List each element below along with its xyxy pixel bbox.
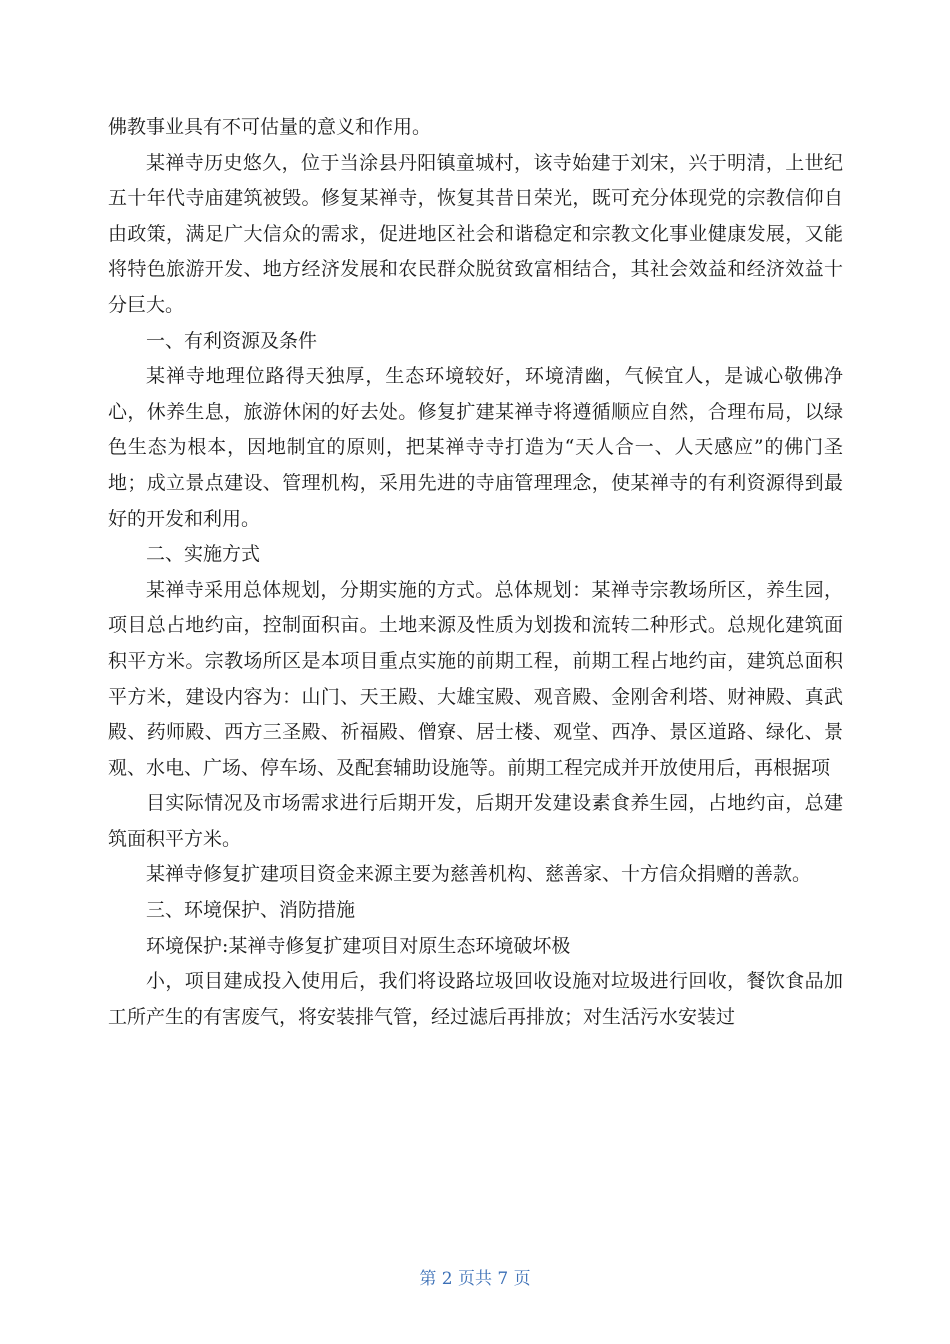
paragraph-8: 小，项目建成投入使用后，我们将设路垃圾回收设施对垃圾进行回收，餐饮食品加工所产生的有害废气，将安装排气管，经过滤后再排放；对生活污水安装过	[108, 970, 843, 1028]
paragraph-4: 某禅寺采用总体规划，分期实施的方式。总体规划：某禅寺宗教场所区，养生园，项目总占地约亩，控制面积亩。土地来源及性质为划拨和流转二种形式。总规化建筑面积平方米。宗教场所区是本项目重点实施的前期工程，前期工程占地约亩，建筑总面积平方米，建设内容为：山门、天王殿、大雄宝殿、观音殿、金刚舍利塔、财神殿、真武殿、药师殿、西方三圣殿、祈福殿、僧寮、居士楼、观堂、西净、景区道路、绿化、景观、水电、广场、停车场、及配套辅助设施等。前期工程完成并开放使用后，再根据项	[108, 578, 843, 779]
paragraph-6: 某禅寺修复扩建项目资金来源主要为慈善机构、慈善家、十方信众捐赠的善款。	[146, 863, 812, 886]
paragraph-5: 目实际情况及市场需求进行后期开发，后期开发建设素食养生园，占地约亩，总建筑面积平方米。	[108, 792, 843, 850]
paragraph-2: 某禅寺历史悠久，位于当涂县丹阳镇童城村，该寺始建于刘宋，兴于明清，上世纪五十年代寺庙建筑被毁。修复某禅寺，恢复其昔日荣光，既可充分体现党的宗教信仰自由政策，满足广大信众的需求，促进地区社会和谐稳定和宗教文化事业健康发展，又能将特色旅游开发、地方经济发展和农民群众脱贫致富相结合，其社会效益和经济效益十分巨大。	[108, 151, 843, 316]
page-number-footer: 第 2 页共 7 页	[419, 1269, 531, 1289]
section-heading-2: 二、实施方式	[146, 543, 261, 566]
paragraph-1: 佛教事业具有不可估量的意义和作用。	[108, 116, 432, 138]
paragraph-7: 环境保护:某禅寺修复扩建项目对原生态环境破坏极	[146, 934, 571, 957]
section-heading-3: 三、环境保护、消防措施	[146, 899, 356, 922]
paragraph-3: 某禅寺地理位路得天独厚，生态环境较好，环境清幽，气候宜人，是诚心敬佛净心，休养生息，旅游休闲的好去处。修复扩建某禅寺将遵循顺应自然，合理布局，以绿色生态为根本，因地制宜的原则，把某禅寺寺打造为“天人合一、人天感应”的佛门圣地；成立景点建设、管理机构，采用先进的寺庙管理理念，使某禅寺的有利资源得到最好的开发和利用。	[108, 365, 843, 530]
section-heading-1: 一、有利资源及条件	[146, 329, 318, 352]
document-body	[108, 110, 843, 1035]
